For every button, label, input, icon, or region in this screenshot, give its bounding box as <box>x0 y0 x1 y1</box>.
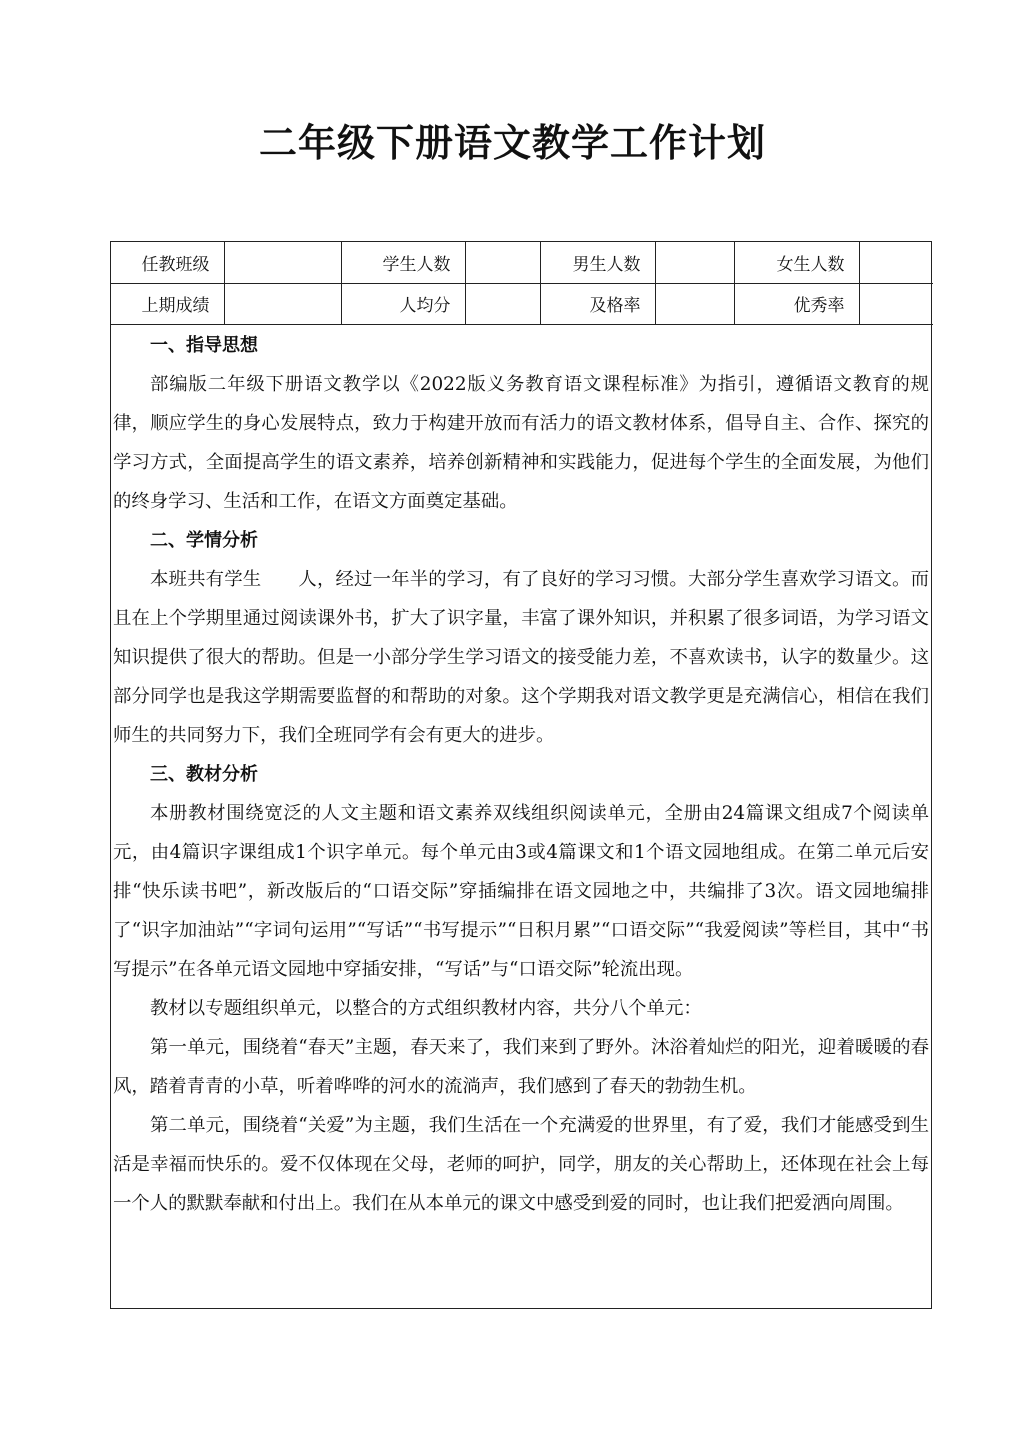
value-average[interactable] <box>465 283 540 324</box>
info-row-scores <box>111 283 933 324</box>
value-girl-count[interactable] <box>859 242 933 283</box>
label-boy-count: 男生人数 <box>540 242 655 283</box>
label-pass-rate: 及格率 <box>540 283 655 324</box>
plan-form <box>110 241 932 1309</box>
section-heading-guiding: 一、指导思想 <box>150 335 258 356</box>
plan-content <box>111 326 931 1223</box>
section-heading-students: 二、学情分析 <box>150 530 258 551</box>
section-paragraph: 教材以专题组织单元，以整合的方式组织教材内容，共分八个单元： <box>150 998 702 1019</box>
label-girl-count: 女生人数 <box>734 242 859 283</box>
section-paragraph: 第二单元，围绕着“关爱”为主题，我们生活在一个充满爱的世界里，有了爱，我们才能感受到生活是幸福而快乐的。爱不仅体现在父母，老师的呵护，同学，朋友的关心帮助上，还体现在社会上每一个人的默默奉献和付出上。我们在从本单元的课文中感受到爱的同时，也让我们把爱洒向周围。 <box>113 1115 929 1214</box>
section-paragraph: 本册教材围绕宽泛的人文主题和语文素养双线组织阅读单元，全册由24篇课文组成7个阅读单元，由4篇识字课组成1个识字单元。每个单元由3或4篇课文和1个语文园地组成。在第二单元后安排“快乐读书吧”，新改版后的“口语交际”穿插编排在语文园地之中，共编排了3次。语文园地编排了“识字加油站”“字词句运用”“写话”“书写提示”“日积月累”“口语交际”“我爱阅读”等栏目，其中“书写提示”在各单元语文园地中穿插安排，“写话”与“口语交际”轮流出现。 <box>113 803 929 980</box>
label-class: 任教班级 <box>111 242 224 283</box>
label-average: 人均分 <box>341 283 465 324</box>
label-student-count: 学生人数 <box>341 242 465 283</box>
value-pass-rate[interactable] <box>655 283 734 324</box>
info-row-class <box>111 242 933 283</box>
section-paragraph: 本班共有学生 人，经过一年半的学习，有了良好的学习习惯。大部分学生喜欢学习语文。而且在上个学期里通过阅读课外书，扩大了识字量，丰富了课外知识，并积累了很多词语，为学习语文知识提供了很大的帮助。但是一小部分学生学习语文的接受能力差，不喜欢读书，认字的数量少。这部分同学也是我这学期需要监督的和帮助的对象。这个学期我对语文教学更是充满信心，相信在我们师生的共同努力下，我们全班同学有会有更大的进步。 <box>113 569 929 746</box>
section-paragraph: 部编版二年级下册语文教学以《2022版义务教育语文课程标准》为指引，遵循语文教育的规律，顺应学生的身心发展特点，致力于构建开放而有活力的语文教材体系，倡导自主、合作、探究的学习方式，全面提高学生的语文素养，培养创新精神和实践能力，促进每个学生的全面发展，为他们的终身学习、生活和工作，在语文方面奠定基础。 <box>113 374 929 512</box>
label-last-score: 上期成绩 <box>111 283 224 324</box>
page-title: 二年级下册语文教学工作计划 <box>258 121 766 165</box>
section-paragraph: 第一单元，围绕着“春天”主题，春天来了，我们来到了野外。沐浴着灿烂的阳光，迎着暖暖的春风，踏着青青的小草，听着哗哗的河水的流淌声，我们感到了春天的勃勃生机。 <box>113 1037 929 1097</box>
value-student-count[interactable] <box>465 242 540 283</box>
class-info-table <box>111 242 933 325</box>
section-heading-textbook: 三、教材分析 <box>150 764 258 785</box>
label-excellent-rate: 优秀率 <box>734 283 859 324</box>
value-class[interactable] <box>224 242 341 283</box>
value-last-score[interactable] <box>224 283 341 324</box>
value-excellent-rate[interactable] <box>859 283 933 324</box>
value-boy-count[interactable] <box>655 242 734 283</box>
